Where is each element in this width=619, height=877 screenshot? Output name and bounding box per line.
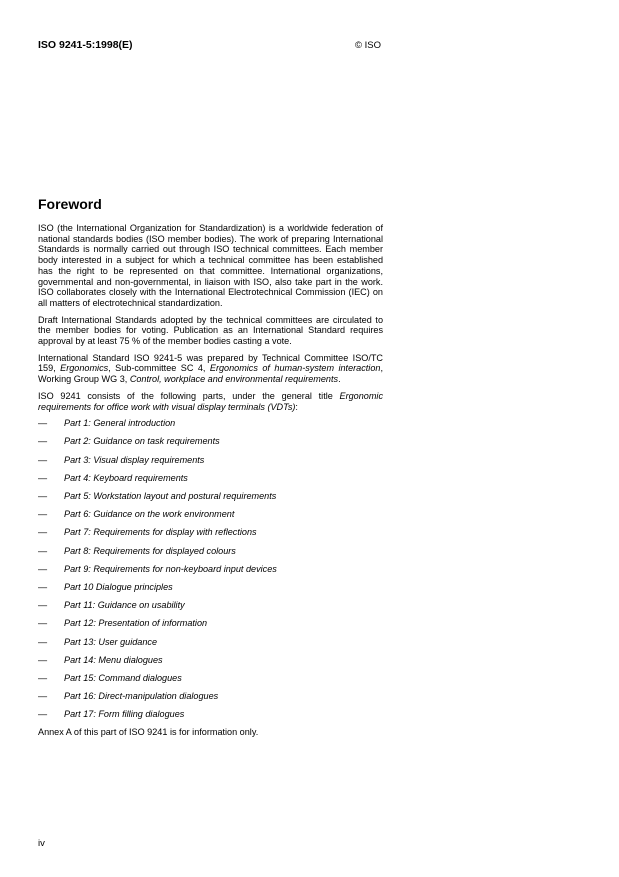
part-title: Part 10 Dialogue principles — [64, 581, 173, 592]
part-title: Part 14: Menu dialogues — [64, 654, 163, 665]
dash-marker: — — [38, 472, 48, 483]
dash-marker: — — [38, 418, 48, 429]
dash-marker: — — [38, 581, 48, 592]
text-run: , Working Group WG 3, — [38, 363, 383, 385]
part-title: Part 1: General introduction — [64, 418, 176, 429]
document-id: ISO 9241-5:1998(E) — [38, 39, 133, 51]
foreword-body — [38, 223, 383, 744]
list-item — [38, 418, 383, 436]
list-item — [38, 673, 383, 691]
part-title: Part 2: Guidance on task requirements — [64, 436, 220, 447]
dash-marker: — — [38, 527, 48, 538]
part-title: Part 8: Requirements for displayed colours — [64, 545, 236, 556]
list-item — [38, 582, 383, 600]
paragraph-parts-intro — [38, 391, 383, 412]
text-run: : — [295, 401, 298, 412]
dash-marker: — — [38, 563, 48, 574]
italic-run: Ergonomic requirements for office work with visual display terminals (VDTs) — [38, 390, 383, 412]
paragraph-preparation — [38, 353, 383, 385]
list-item — [38, 509, 383, 527]
part-title: Part 11: Guidance on usability — [64, 600, 185, 611]
list-item — [38, 600, 383, 618]
part-title: Part 6: Guidance on the work environment — [64, 509, 235, 520]
text-run: International Standard ISO 9241-5 was prepared by Technical Committee ISO/TC 159, — [38, 352, 383, 374]
part-title: Part 15: Command dialogues — [64, 672, 182, 683]
part-title: Part 12: Presentation of information — [64, 618, 208, 629]
part-title: Part 7: Requirements for display with reflections — [64, 527, 257, 538]
dash-marker: — — [38, 545, 48, 556]
list-item — [38, 546, 383, 564]
dash-marker: — — [38, 509, 48, 520]
paragraph-organization: ISO (the International Organization for Standardization) is a worldwide federation of national standards bodies (ISO member bodies). The work of preparing International Standards is normally carried out through ISO technical committees. Each member body interested in a subject for which a technical committee has been established has the right to be represented on that committee. International organizations, governmental and non-governmental, in liaison with ISO, also take part in the work. ISO collaborates closely with the International Electrotechnical Commission (IEC) on all matters of electrotechnical standardization. — [38, 223, 383, 308]
list-item — [38, 491, 383, 509]
text-run: . — [338, 374, 341, 385]
part-title: Part 16: Direct-manipulation dialogues — [64, 691, 219, 702]
list-item — [38, 455, 383, 473]
italic-run: Control, workplace and environmental requirements — [129, 374, 339, 385]
page-number: iv — [38, 838, 45, 849]
dash-marker: — — [38, 454, 48, 465]
part-title: Part 3: Visual display requirements — [64, 454, 205, 465]
list-item — [38, 473, 383, 491]
dash-marker: — — [38, 436, 48, 447]
part-title: Part 17: Form filling dialogues — [64, 709, 185, 720]
list-item — [38, 637, 383, 655]
copyright-notice: © ISO — [355, 40, 382, 51]
list-item — [38, 527, 383, 545]
parts-list — [38, 418, 383, 727]
list-item — [38, 564, 383, 582]
dash-marker: — — [38, 600, 48, 611]
italic-run: Ergonomics of human-system interaction — [209, 363, 381, 374]
dash-marker: — — [38, 491, 48, 501]
dash-marker: — — [38, 618, 48, 629]
list-item — [38, 709, 383, 727]
list-item — [38, 691, 383, 709]
part-title: Part 13: User guidance — [64, 636, 158, 647]
italic-run: Ergonomics — [60, 363, 109, 374]
text-run: ISO 9241 consists of the following parts, under the general title — [38, 390, 340, 401]
part-title: Part 4: Keyboard requirements — [64, 472, 188, 483]
dash-marker: — — [38, 672, 48, 683]
paragraph-voting: Draft International Standards adopted by the technical committees are circulated to the member bodies for voting. Publication as an International Standard requires approval by at least 75 % of the member bodies casting a vote. — [38, 314, 383, 347]
section-title: Foreword — [38, 196, 102, 212]
part-title: Part 5: Workstation layout and postural requirements — [64, 491, 277, 501]
dash-marker: — — [38, 654, 48, 665]
part-title: Part 9: Requirements for non-keyboard input devices — [64, 563, 277, 574]
dash-marker: — — [38, 691, 48, 702]
list-item — [38, 655, 383, 673]
dash-marker: — — [38, 636, 48, 647]
text-run: , Sub-committee SC 4, — [108, 363, 210, 374]
annex-note: Annex A of this part of ISO 9241 is for information only. — [38, 727, 259, 738]
list-item — [38, 618, 383, 636]
list-item — [38, 436, 383, 454]
dash-marker: — — [38, 709, 48, 720]
